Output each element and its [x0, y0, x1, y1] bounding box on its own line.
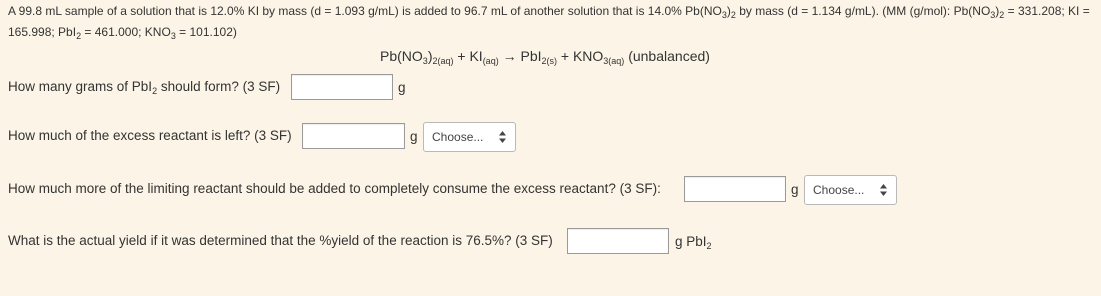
- subscript: 2: [730, 10, 736, 20]
- problem-text: = 331.208; KI = 165.998; PbI: [8, 4, 1090, 39]
- question-4-label: What is the actual yield if it was determined that the %yield of the reaction is 76.5%? (3 SF): [8, 233, 553, 248]
- unit-text: g PbI: [675, 234, 707, 249]
- subscript: (aq): [482, 56, 499, 66]
- question-2-label: How much of the excess reactant is left? (3 SF): [8, 128, 292, 143]
- subscript: 2(s): [541, 56, 557, 66]
- select-value: Choose...: [813, 183, 865, 197]
- subscript: 3(aq): [603, 56, 625, 66]
- problem-statement: [8, 1, 1093, 43]
- equation-text: ): [427, 48, 433, 64]
- equation-text: PbI: [520, 48, 542, 64]
- question-3-label: How much more of the limiting reactant should be added to completely consume the excess reactant? (3 SF):: [8, 181, 661, 196]
- subscript: 3: [170, 31, 176, 41]
- subscript: 3: [990, 10, 996, 20]
- question-1-answer-input[interactable]: [291, 74, 393, 100]
- subscript: 2: [706, 241, 712, 251]
- question-1-unit: g: [398, 80, 406, 95]
- subscript: 2: [152, 86, 158, 96]
- question-2-reactant-select[interactable]: [423, 122, 516, 152]
- sort-arrows-icon: [499, 131, 506, 143]
- problem-text: by mass (d = 1.134 g/mL). (MM (g/mol): Pb(NO: [735, 4, 991, 18]
- sort-arrows-icon: [880, 184, 887, 196]
- select-value: Choose...: [432, 130, 484, 144]
- subscript: 2: [76, 31, 82, 41]
- question-3-reactant-select[interactable]: [804, 175, 897, 205]
- problem-text: ): [995, 4, 1000, 18]
- label-text: should form? (3 SF): [157, 79, 281, 94]
- problem-text: = 461.000; KNO: [81, 25, 171, 39]
- question-4-answer-input[interactable]: [567, 228, 669, 254]
- problem-text: A 99.8 mL sample of a solution that is 12.0% KI by mass (d = 1.093 g/mL) is added to 96.7 mL of another solution that is 14.0% Pb(NO: [8, 4, 722, 18]
- equation-text: (unbalanced): [624, 48, 710, 64]
- label-text: How many grams of PbI: [8, 79, 153, 94]
- equation-text: Pb(NO: [380, 48, 423, 64]
- problem-text: ): [726, 4, 731, 18]
- equation-text: + KNO: [557, 48, 604, 64]
- question-3-unit: g: [791, 182, 799, 197]
- question-2-answer-input[interactable]: [302, 123, 405, 149]
- subscript: 3: [422, 56, 428, 66]
- question-1-label: [8, 78, 280, 96]
- reaction-equation: [380, 45, 710, 67]
- subscript: 2: [999, 10, 1005, 20]
- equation-text: + KI: [453, 48, 483, 64]
- question-4-unit: [675, 233, 712, 251]
- subscript: 2(aq): [432, 56, 454, 66]
- subscript: 3: [721, 10, 727, 20]
- problem-text: = 101.102): [175, 25, 237, 39]
- reaction-arrow: →: [498, 48, 521, 64]
- question-2-unit: g: [410, 129, 418, 144]
- question-3-answer-input[interactable]: [684, 176, 786, 202]
